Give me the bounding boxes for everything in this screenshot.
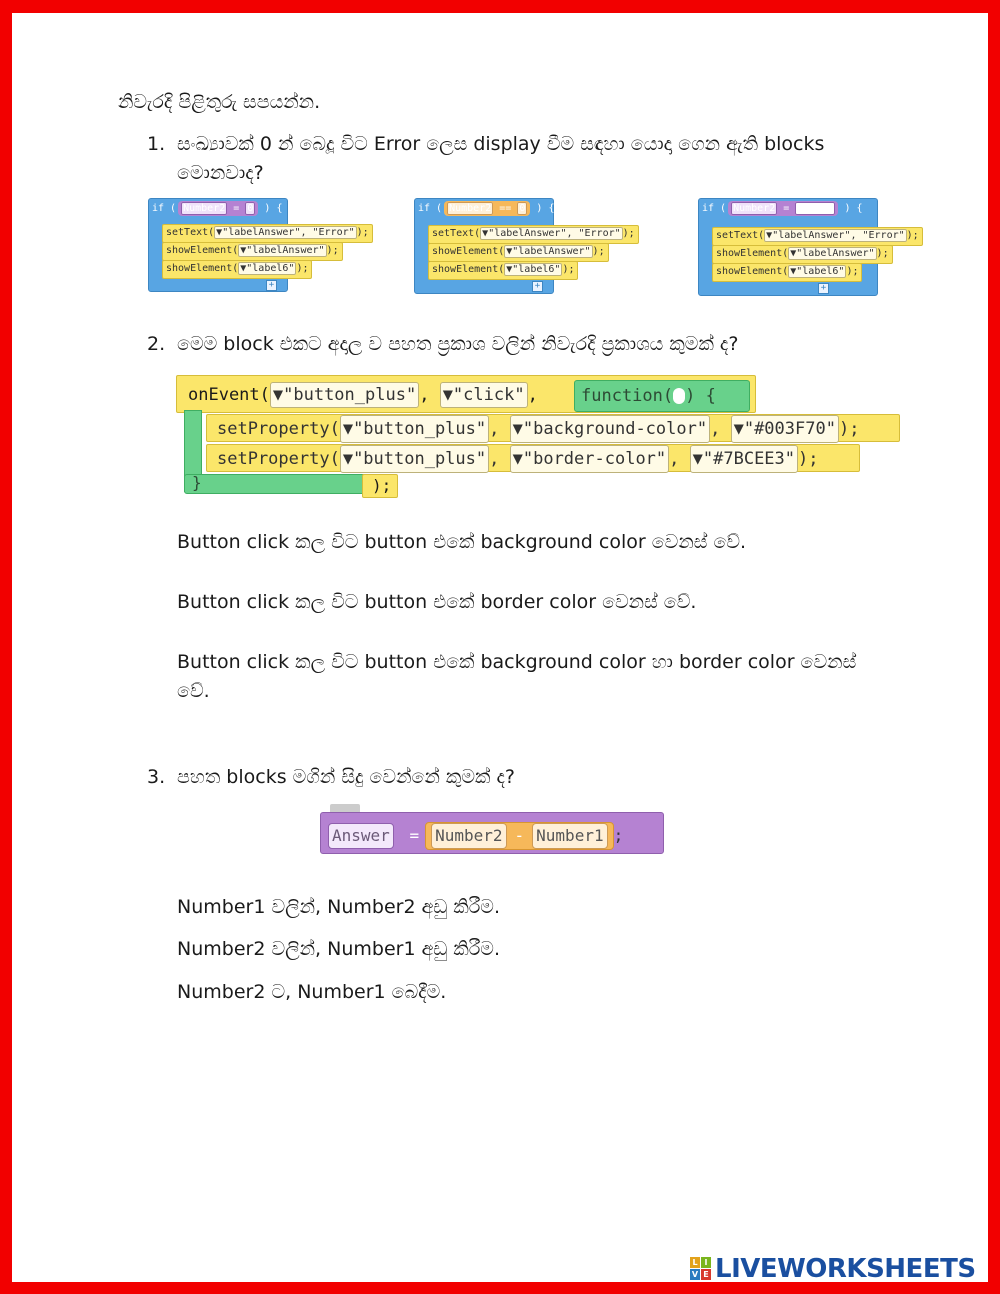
settext-line: setText( ▼"labelAnswer", "Error" ); xyxy=(712,227,923,246)
q1-option-block-1[interactable] xyxy=(148,194,406,298)
showelement-line-2: showElement( ▼"label6" ); xyxy=(428,261,578,280)
condition-left: Number2 xyxy=(733,203,776,214)
question-1-text-line1: සංඛ්‍යාවක් 0 න් බෙදූ විට Error ලෙස display වීම සඳහා යොදා ගෙන ඇති blocks xyxy=(177,133,825,155)
plus-icon: + xyxy=(818,283,829,294)
condition-right: "ZERO" xyxy=(797,203,834,214)
if-close: ) { xyxy=(536,203,555,214)
right-operand-chip[interactable]: Number1 xyxy=(532,823,607,849)
showelement-line-1: showElement( ▼"labelAnswer" ); xyxy=(428,243,609,262)
condition-right: 0 xyxy=(247,203,254,214)
liveworksheets-logo-text: LIVEWORKSHEETS xyxy=(715,1254,976,1284)
settext-line: setText( ▼"labelAnswer", "Error" ); xyxy=(162,224,373,243)
assignment-line xyxy=(328,822,623,850)
condition-right: 0 xyxy=(519,203,526,214)
event-type-chip[interactable]: ▼"click" xyxy=(440,382,528,408)
condition-operator: = xyxy=(783,203,790,214)
answer-variable-chip[interactable]: Answer xyxy=(328,823,394,849)
setproperty-function: setProperty( xyxy=(217,419,340,439)
setproperty-line-1: setProperty( ▼"button_plus" , ▼"background-color" , ▼"#003F70" ); xyxy=(206,414,900,442)
liveworksheets-logo xyxy=(690,1253,976,1285)
sp2-target-chip[interactable]: ▼"button_plus" xyxy=(340,445,489,473)
condition-left: Number2 xyxy=(449,203,492,214)
question-3-number: 3. xyxy=(147,766,166,788)
minus-operator: - xyxy=(514,826,525,845)
function-block xyxy=(574,380,750,412)
q2-option-2[interactable]: Button click කල විට button එකේ border color වෙනස් වේ. xyxy=(177,591,697,613)
param-slot[interactable] xyxy=(673,388,685,404)
q1-option-block-3[interactable] xyxy=(698,194,956,298)
showelement-line-2: showElement( ▼"label6" ); xyxy=(162,260,312,279)
if-keyword: if ( xyxy=(152,203,177,214)
if-keyword: if ( xyxy=(418,203,443,214)
sp1-property-chip[interactable]: ▼"background-color" xyxy=(510,415,710,443)
settext-line: setText( ▼"labelAnswer", "Error" ); xyxy=(428,225,639,244)
onevent-function: onEvent( xyxy=(188,385,270,405)
q1-option-block-2[interactable] xyxy=(414,194,672,298)
function-keyword: function( xyxy=(581,386,674,406)
if-header xyxy=(414,198,554,222)
event-target-chip[interactable]: ▼"button_plus" xyxy=(270,382,419,408)
if-close: ) { xyxy=(264,203,283,214)
if-header xyxy=(698,198,863,222)
if-keyword: if ( xyxy=(702,203,727,214)
close-paren: ); xyxy=(372,476,392,495)
sp2-property-chip[interactable]: ▼"border-color" xyxy=(510,445,670,473)
q3-option-1[interactable]: Number1 වලින්, Number2 අඩු කිරීම. xyxy=(177,896,500,918)
question-2-text: මෙම block එකට අදාල ව පහත ප්‍රකාශ වලින් නිවැරදි ප්‍රකාශය කුමක් ද? xyxy=(177,333,739,355)
condition-chip xyxy=(178,201,258,216)
question-1-number: 1. xyxy=(147,133,166,155)
close-brace: } xyxy=(192,473,202,492)
if-header xyxy=(148,198,282,222)
setproperty-line-2: setProperty( ▼"button_plus" , ▼"border-color" , ▼"#7BCEE3" ); xyxy=(206,444,860,472)
sp1-target-chip[interactable]: ▼"button_plus" xyxy=(340,415,489,443)
q2-option-1[interactable]: Button click කල විට button එකේ background color වෙනස් වේ. xyxy=(177,531,747,553)
q3-code-block xyxy=(320,804,666,856)
condition-left: Number2 xyxy=(183,203,226,214)
liveworksheets-logo-icon: L I V E xyxy=(690,1257,712,1281)
function-open-brace: ) { xyxy=(685,386,716,406)
showelement-line-1: showElement( ▼"labelAnswer" ); xyxy=(712,245,893,264)
question-1-text-line2: මොනවාද? xyxy=(177,162,264,184)
condition-operator: = xyxy=(233,203,240,214)
sp1-value-chip[interactable]: ▼"#003F70" xyxy=(731,415,839,443)
plus-icon: + xyxy=(266,280,277,291)
q3-option-3[interactable]: Number2 ට, Number1 බෙදීම. xyxy=(177,981,447,1003)
q2-option-3[interactable]: Button click කල විට button එකේ background color හා border color වෙනස් වේ. xyxy=(177,651,857,702)
left-operand-chip[interactable]: Number2 xyxy=(431,823,506,849)
condition-operator: == xyxy=(499,203,512,214)
assign-operator: = xyxy=(409,826,420,845)
function-footer xyxy=(184,474,366,494)
q3-option-2[interactable]: Number2 වලින්, Number1 අඩු කිරීම. xyxy=(177,938,500,960)
question-2-number: 2. xyxy=(147,333,166,355)
condition-chip xyxy=(444,201,530,216)
plus-icon: + xyxy=(532,281,543,292)
showelement-line-2: showElement( ▼"label6" ); xyxy=(712,263,862,282)
onevent-line: onEvent( ▼"button_plus" , ▼"click" , xyxy=(188,382,538,408)
setproperty-function: setProperty( xyxy=(217,449,340,469)
statement-end: ; xyxy=(613,826,624,845)
question-3-text: පහත blocks මගින් සිදු වෙන්නේ කුමක් ද? xyxy=(177,766,515,788)
subtraction-block xyxy=(425,822,614,850)
showelement-line-1: showElement( ▼"labelAnswer" ); xyxy=(162,242,343,261)
condition-chip xyxy=(728,201,838,216)
instruction-text: නිවැරදි පිළිතුරු සපයන්න. xyxy=(118,91,321,113)
if-close: ) { xyxy=(844,203,863,214)
sp2-value-chip[interactable]: ▼"#7BCEE3" xyxy=(690,445,798,473)
q2-code-block xyxy=(176,372,906,506)
